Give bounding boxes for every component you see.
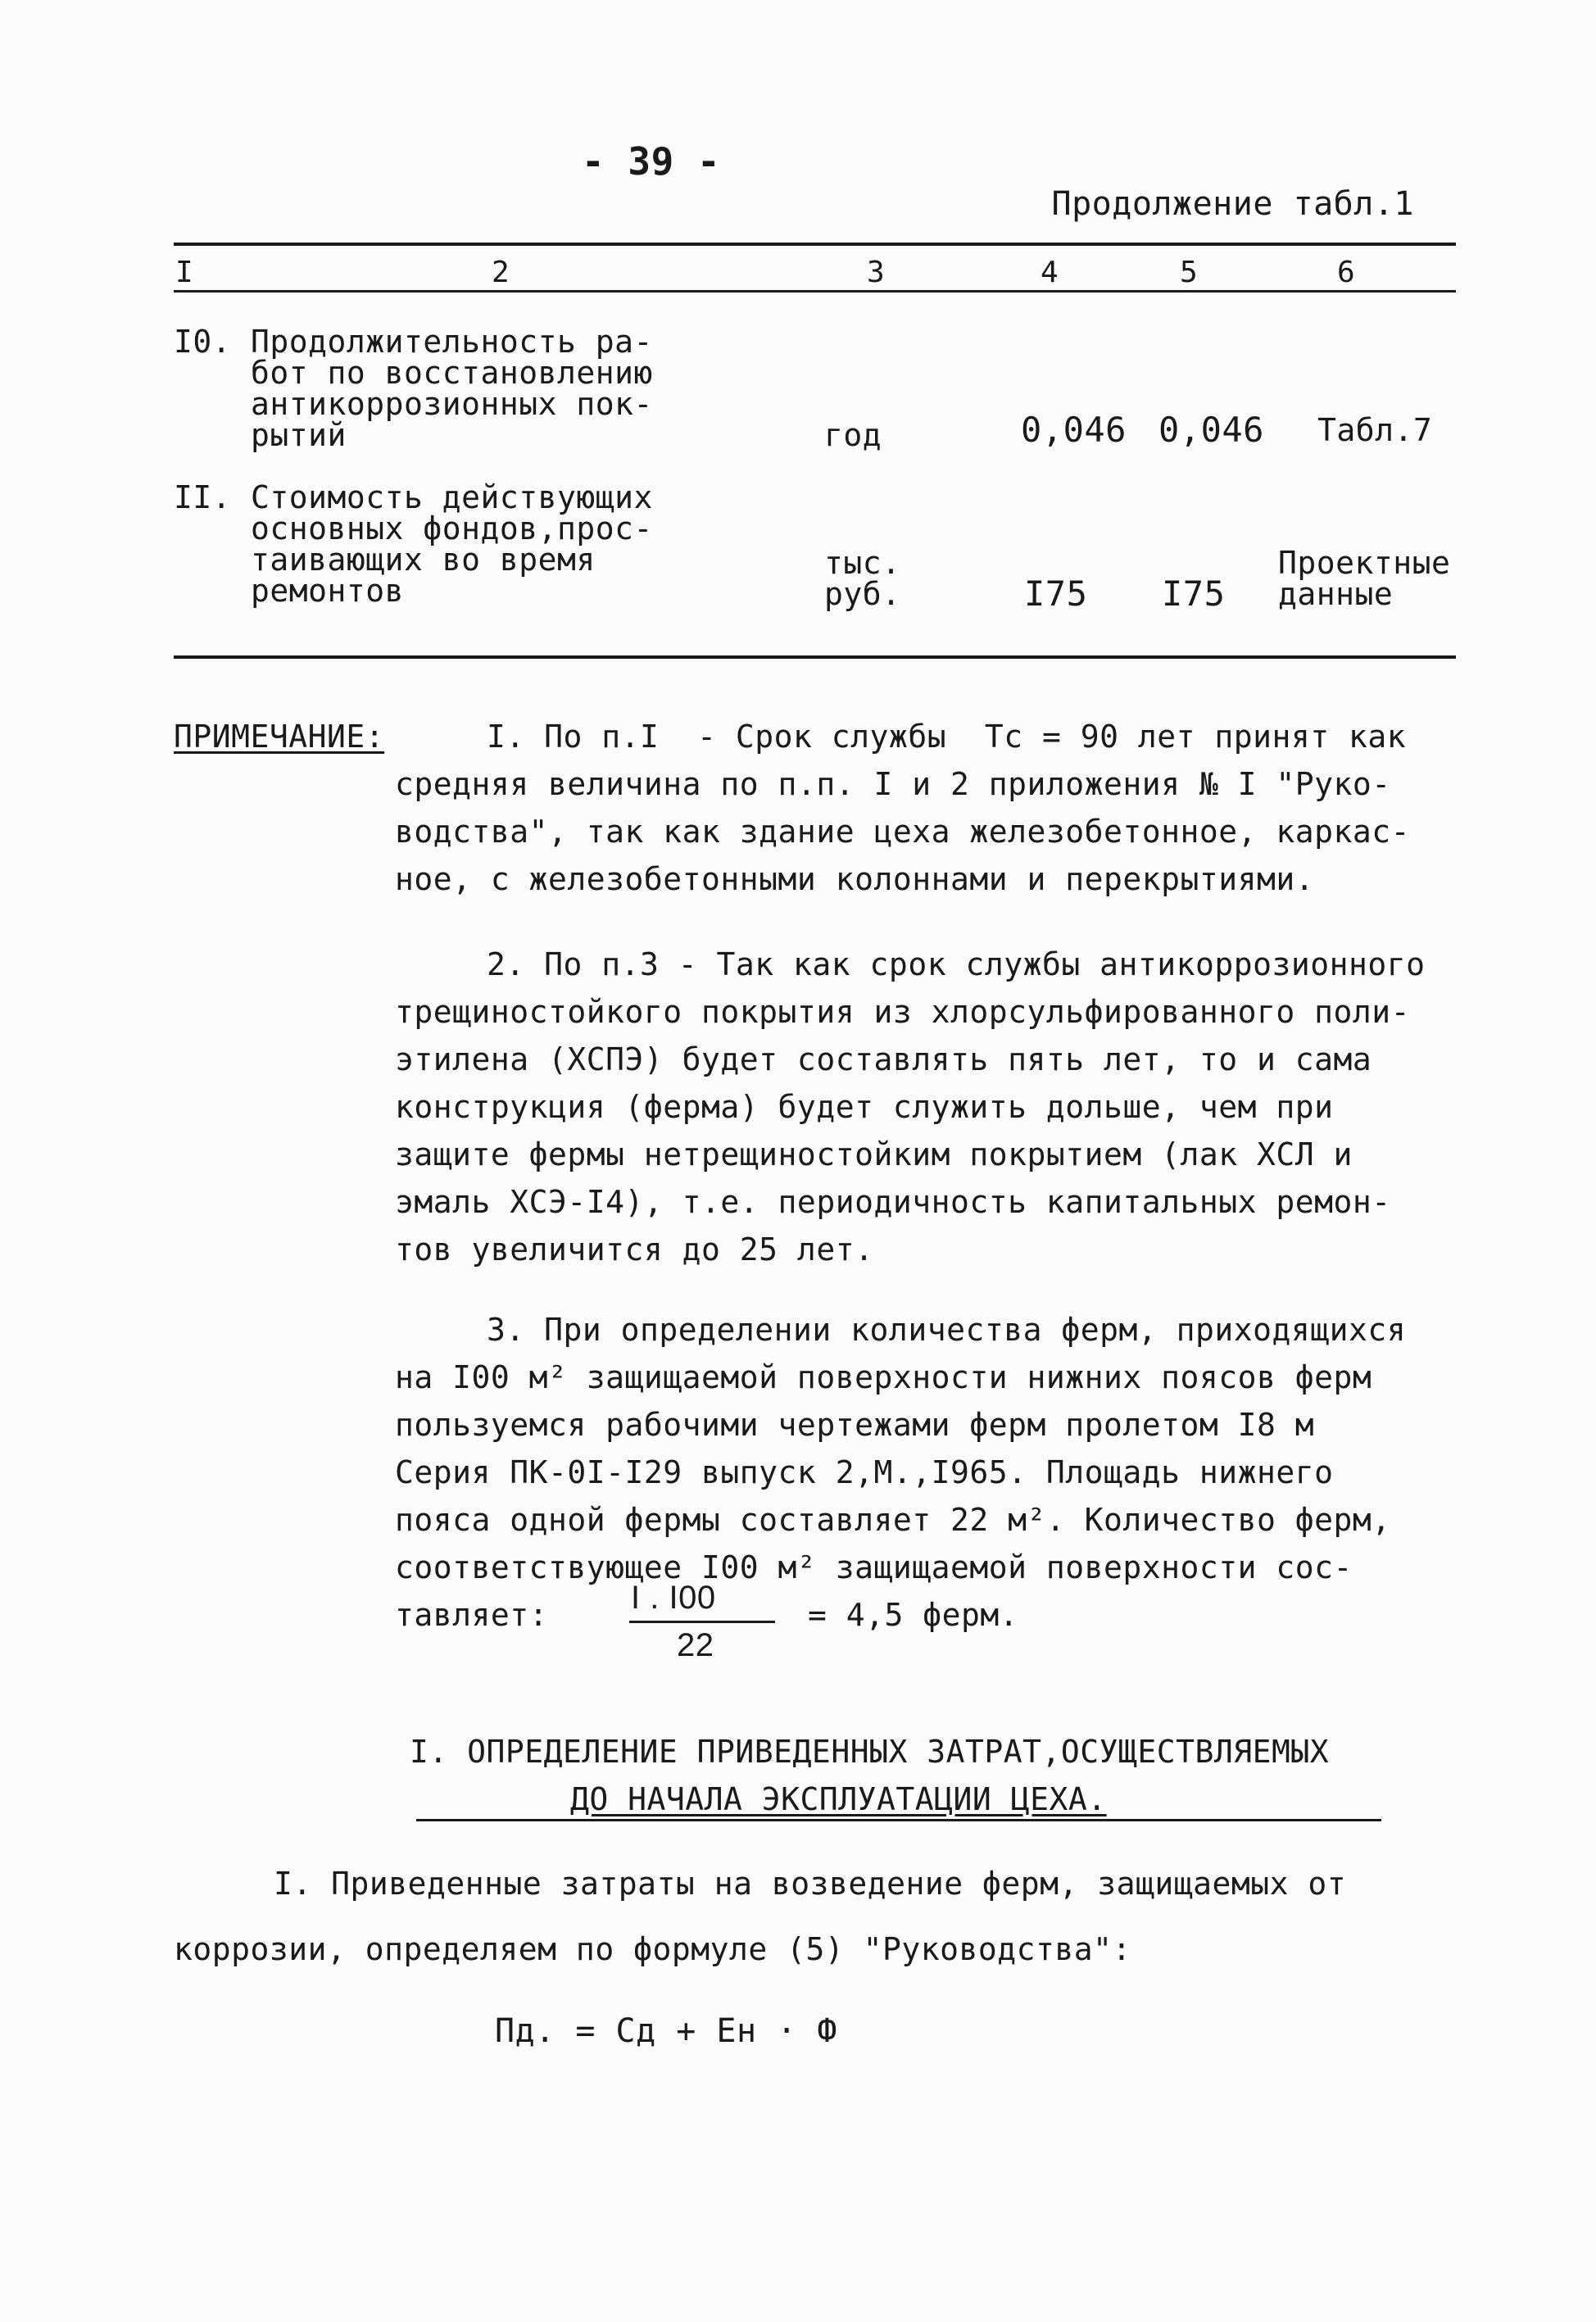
note-paragraph-3 — [395, 1306, 1406, 1591]
table-cell-text: основных фондов,прос- — [251, 510, 653, 546]
note-line: средняя величина по п.п. I и 2 приложения № I "Руко- — [395, 766, 1391, 802]
section-heading-rule — [416, 1819, 1381, 1821]
table-row-10-number: I0. — [174, 324, 232, 360]
note-fraction-lead: тавляет: — [395, 1597, 549, 1633]
fraction-result: = 4,5 ферм. — [808, 1597, 1019, 1633]
note-label: ПРИМЕЧАНИЕ: — [174, 719, 385, 755]
note-paragraph-2 — [395, 941, 1426, 1273]
table-header-col1: I — [175, 256, 194, 289]
table-header-col3: 3 — [867, 256, 886, 289]
table-row-10-source: Табл.7 — [1317, 412, 1433, 448]
formula: Пд. = Сд + Ен · Ф — [495, 2012, 837, 2050]
table-cell-text: бот по восстановлению — [251, 355, 653, 391]
table-row-11-source — [1278, 547, 1450, 610]
table-cell-text: Продолжительность ра- — [251, 324, 653, 360]
table-cell-text: тыс. — [824, 545, 901, 581]
table-continuation-label: Продолжение табл.1 — [1051, 185, 1414, 223]
table-cell-text: таивающих во время — [251, 542, 596, 578]
table-bottom-rule — [174, 655, 1456, 659]
note-line: на I00 м² защищаемой поверхности нижних поясов ферм — [395, 1359, 1372, 1395]
table-row-10-name — [251, 326, 653, 451]
section-heading-line-2: ДО НАЧАЛА ЭКСПЛУАТАЦИИ ЦЕХА. — [570, 1781, 1107, 1817]
note-line: защите фермы нетрещиностойким покрытием (лак ХСЛ и — [395, 1136, 1353, 1172]
note-line: ное, с железобетонными колоннами и перекрытиями. — [395, 861, 1315, 897]
table-row-10-value-col5: 0,046 — [1158, 410, 1264, 450]
note-line: 2. По п.3 - Так как срок службы антикоррозионного — [487, 946, 1426, 982]
table-row-11-number: II. — [174, 479, 232, 515]
table-cell-text: рытий — [251, 417, 347, 453]
table-header-col5: 5 — [1180, 256, 1199, 289]
fraction-bar — [629, 1621, 775, 1623]
note-line: пояса одной фермы составляет 22 м². Количество ферм, — [395, 1502, 1391, 1538]
table-row-11-value-col4: I75 — [1024, 574, 1088, 614]
note-line: Серия ПК-0I-I29 выпуск 2,М.,I965. Площадь нижнего — [395, 1454, 1334, 1490]
table-cell-text: руб. — [824, 576, 901, 612]
table-cell-text: антикоррозионных пок- — [251, 386, 653, 422]
note-line: этилена (ХСПЭ) будет составлять пять лет, то и сама — [395, 1041, 1372, 1077]
note-paragraph-1 — [395, 713, 1410, 903]
fraction-numerator: I . I00 — [631, 1580, 716, 1616]
body-line-1: I. Приведенные затраты на возведение ферм, защищаемых от — [274, 1866, 1347, 1902]
table-cell-text: ремонтов — [251, 573, 405, 609]
note-line: трещиностойкого покрытия из хлорсульфированного поли- — [395, 994, 1411, 1030]
fraction-denominator: 22 — [677, 1627, 714, 1663]
page-number: - 39 - — [582, 139, 721, 184]
table-header-col2: 2 — [492, 256, 510, 289]
note-line: пользуемся рабочими чертежами ферм пролетом I8 м — [395, 1407, 1315, 1443]
table-cell-text: Стоимость действующих — [251, 479, 653, 515]
section-heading-line-1: I. ОПРЕДЕЛЕНИЕ ПРИВЕДЕННЫХ ЗАТРАТ,ОСУЩЕСТВЛЯЕМЫХ — [410, 1734, 1330, 1770]
note-line: тов увеличится до 25 лет. — [395, 1231, 874, 1268]
body-line-2: коррозии, определяем по формуле (5) "Руководства": — [174, 1931, 1131, 1967]
table-row-11-value-col5: I75 — [1162, 574, 1226, 614]
table-header-col6: 6 — [1337, 256, 1356, 289]
note-line: 3. При определении количества ферм, приходящихся — [487, 1312, 1407, 1348]
note-line: конструкция (ферма) будет служить дольше, чем при — [395, 1089, 1334, 1125]
table-cell-text: Проектные — [1278, 545, 1451, 581]
note-line: водства", так как здание цеха железобетонное, каркас- — [395, 814, 1411, 850]
table-row-11-name — [251, 479, 653, 609]
note-line: эмаль ХСЭ-I4), т.е. периодичность капитальных ремон- — [395, 1184, 1391, 1220]
table-top-rule — [174, 243, 1456, 246]
table-row-11-unit — [824, 547, 901, 610]
note-line: соответствующее I00 м² защищаемой поверхности сос- — [395, 1549, 1353, 1585]
table-cell-text: данные — [1278, 576, 1394, 612]
table-header-col4: 4 — [1041, 256, 1059, 289]
table-header-rule — [174, 290, 1456, 293]
note-line: I. По п.I - Срок службы Tс = 90 лет принят как — [487, 719, 1407, 755]
table-row-10-unit: год — [824, 417, 882, 453]
table-row-10-value-col4: 0,046 — [1021, 410, 1127, 450]
